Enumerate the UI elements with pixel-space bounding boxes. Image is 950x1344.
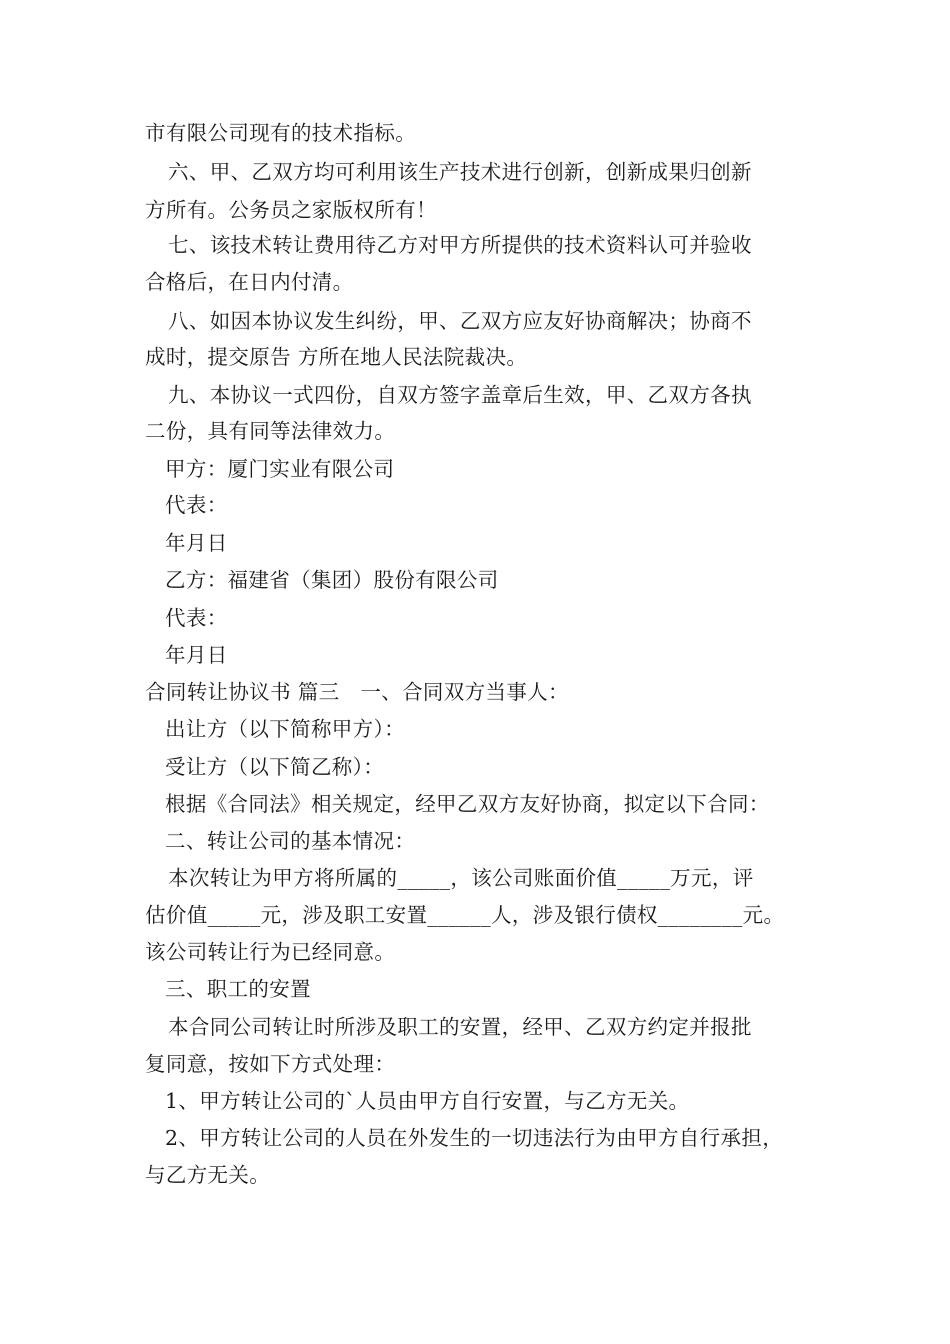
blank-field: ________ — [657, 903, 743, 927]
fill-text: ，该公司账面价值 — [450, 866, 618, 890]
list-item: 2、甲方转让公司的人员在外发生的一切违法行为由甲方自行承担， — [165, 1126, 784, 1150]
paragraph-line: 本合同公司转让时所涉及职工的安置，经甲、乙双方约定并报批 — [168, 1015, 752, 1039]
paragraph-line: 市有限公司现有的技术指标。 — [145, 121, 417, 145]
date-line: 年月日 — [165, 531, 228, 555]
blank-field: ______ — [427, 903, 491, 927]
paragraph-line: 根据《合同法》相关规定，经甲乙双方友好协商，拟定以下合同： — [165, 792, 770, 816]
paragraph-line: 复同意，按如下方式处理： — [145, 1052, 396, 1076]
clause-6-line: 六、甲、乙双方均可利用该生产技术进行创新，创新成果归创新 — [168, 160, 752, 184]
fill-in-line — [145, 902, 784, 928]
blank-field: _____ — [617, 866, 671, 890]
list-item: 1、甲方转让公司的`人员由甲方自行安置，与乙方无关。 — [165, 1089, 690, 1113]
paragraph-line: 方所有。公务员之家版权所有！ — [145, 198, 437, 222]
paragraph-line: 成时，提交原告 方所在地人民法院裁决。 — [145, 345, 528, 369]
paragraph-line: 该公司转让行为已经同意。 — [145, 940, 396, 964]
paragraph-line: 与乙方无关。 — [145, 1163, 271, 1187]
clause-7-line: 七、该技术转让费用待乙方对甲方所提供的技术资料认可并验收 — [168, 233, 752, 257]
fill-text: 元，涉及职工安置 — [260, 903, 428, 927]
blank-field: _____ — [397, 866, 451, 890]
section-heading: 二、转让公司的基本情况： — [165, 829, 416, 853]
fill-text: 万元，评 — [670, 866, 754, 890]
fill-text: 元。 — [742, 903, 785, 927]
transferor-line: 出让方（以下简称甲方）： — [165, 717, 405, 741]
clause-8-line: 八、如因本协议发生纠纷，甲、乙双方应友好协商解决；协商不 — [168, 309, 752, 333]
fill-text: 本次转让为甲方将所属的 — [168, 866, 398, 890]
fill-text: 人，涉及银行债权 — [490, 903, 658, 927]
representative-line: 代表： — [165, 606, 228, 630]
transferee-line: 受让方（以下简乙称）： — [165, 755, 385, 779]
party-a-line: 甲方：厦门实业有限公司 — [165, 457, 395, 481]
fill-in-line — [168, 865, 754, 891]
clause-9-line: 九、本协议一式四份，自双方签字盖章后生效，甲、乙双方各执 — [168, 383, 752, 407]
section-heading: 合同转让协议书 篇三 一、合同双方当事人： — [145, 680, 569, 704]
paragraph-line: 二份，具有同等法律效力。 — [145, 419, 396, 443]
section-heading: 三、职工的安置 — [165, 977, 311, 1001]
date-line: 年月日 — [165, 643, 228, 667]
party-b-line: 乙方：福建省（集团）股份有限公司 — [165, 568, 499, 592]
fill-text: 估价值 — [145, 903, 208, 927]
paragraph-line: 合格后，在日内付清。 — [145, 270, 354, 294]
blank-field: _____ — [207, 903, 261, 927]
representative-line: 代表： — [165, 493, 228, 517]
